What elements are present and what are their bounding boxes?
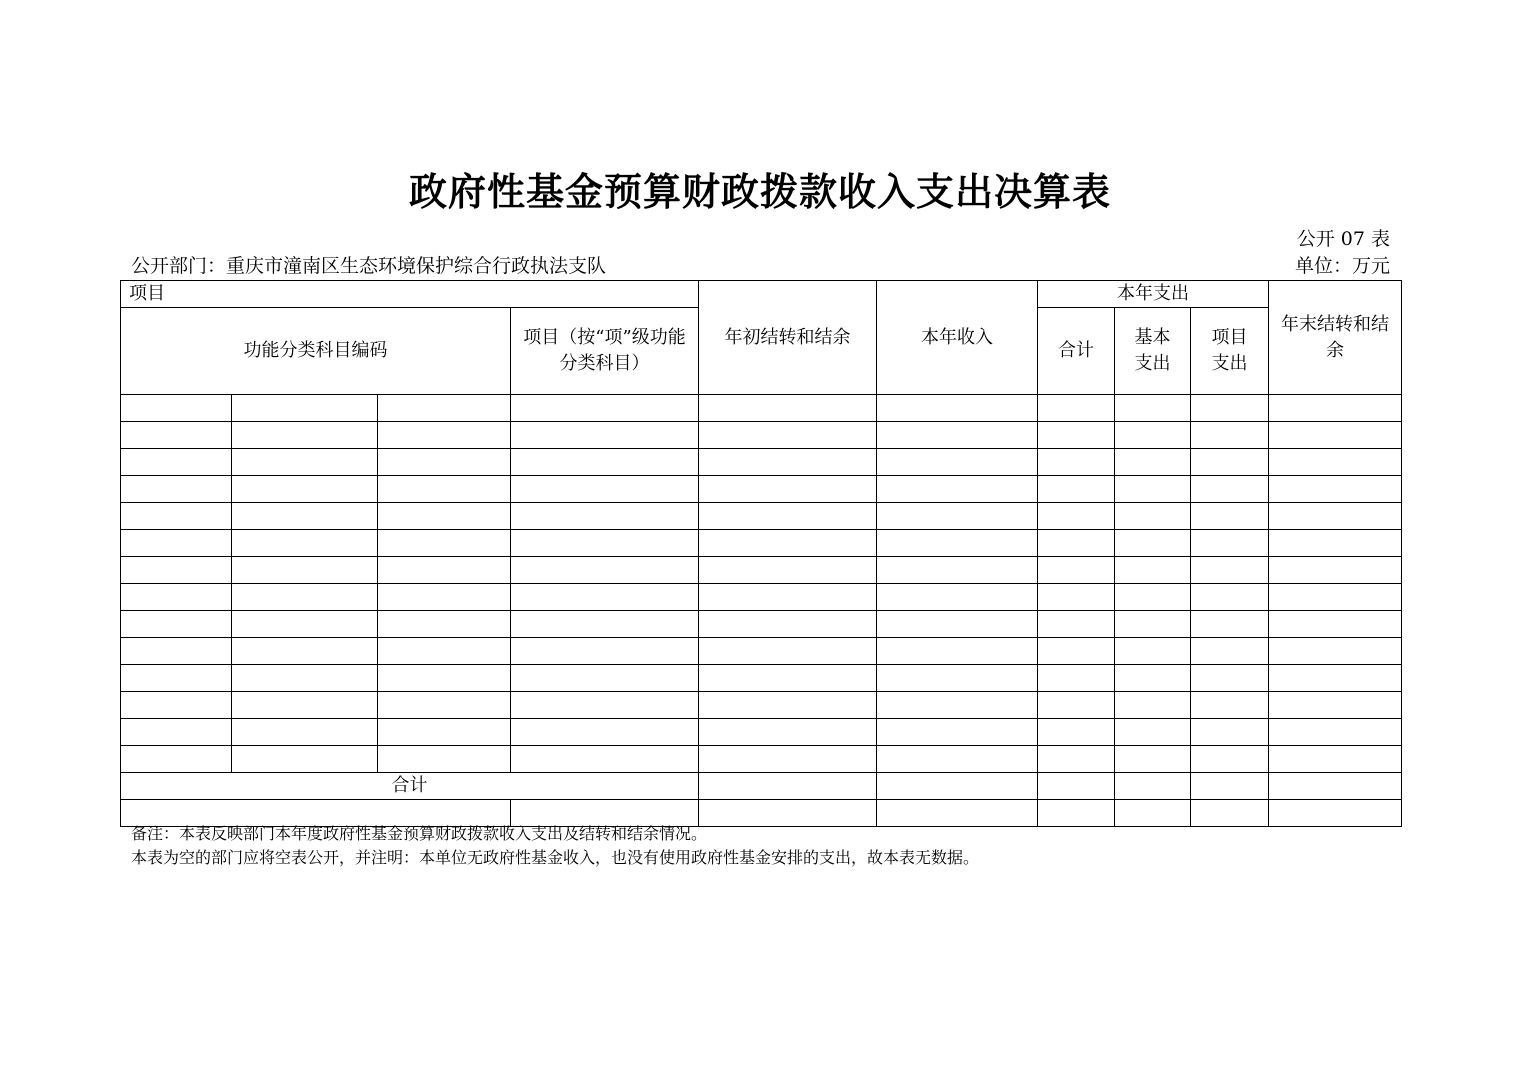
table-cell — [877, 773, 1038, 800]
table-cell — [1191, 422, 1269, 449]
table-cell — [121, 692, 232, 719]
table-cell — [511, 557, 699, 584]
table-cell — [511, 584, 699, 611]
header-annual-income: 本年收入 — [877, 281, 1038, 395]
header-project: 项目 — [121, 281, 699, 308]
table-cell — [877, 692, 1038, 719]
table-row — [121, 449, 1402, 476]
table-cell — [511, 449, 699, 476]
table-cell — [121, 503, 232, 530]
table-cell — [699, 422, 877, 449]
table-cell — [1269, 557, 1402, 584]
table-cell — [1191, 692, 1269, 719]
table-cell — [1269, 503, 1402, 530]
table-cell — [1038, 503, 1115, 530]
table-cell — [1191, 584, 1269, 611]
header-expense-total: 合计 — [1038, 308, 1115, 395]
table-cell — [121, 719, 232, 746]
table-cell — [1191, 800, 1269, 827]
table-cell — [877, 611, 1038, 638]
table-cell — [1269, 422, 1402, 449]
table-cell — [511, 692, 699, 719]
table-cell — [232, 719, 378, 746]
table-cell — [1115, 422, 1191, 449]
table-cell — [1191, 476, 1269, 503]
table-cell — [121, 611, 232, 638]
table-cell — [1115, 449, 1191, 476]
table-cell — [1269, 584, 1402, 611]
table-row — [121, 746, 1402, 773]
table-cell — [1038, 638, 1115, 665]
note-line-2: 本表为空的部门应将空表公开，并注明：本单位无政府性基金收入，也没有使用政府性基金安排的支出，故本表无数据。 — [131, 848, 980, 867]
header-project-item — [511, 308, 699, 395]
department-label: 公开部门：重庆市潼南区生态环境保护综合行政执法支队 — [131, 255, 607, 277]
table-cell — [1115, 611, 1191, 638]
table-cell — [378, 476, 511, 503]
table-cell — [232, 530, 378, 557]
table-cell — [699, 638, 877, 665]
table-row — [121, 638, 1402, 665]
table-cell — [877, 584, 1038, 611]
table-cell — [1038, 719, 1115, 746]
table-cell — [1269, 395, 1402, 422]
table-cell — [1115, 395, 1191, 422]
table-cell — [511, 665, 699, 692]
table-cell — [699, 611, 877, 638]
table-cell — [121, 557, 232, 584]
table-cell — [511, 530, 699, 557]
table-cell — [1038, 665, 1115, 692]
budget-table — [120, 280, 1402, 827]
table-cell — [1191, 773, 1269, 800]
table-cell — [378, 719, 511, 746]
table-cell — [1115, 746, 1191, 773]
header-project-expense — [1191, 308, 1269, 395]
table-cell — [877, 719, 1038, 746]
table-cell — [232, 611, 378, 638]
table-cell — [121, 746, 232, 773]
table-cell — [1191, 395, 1269, 422]
header-basic-expense — [1115, 308, 1191, 395]
table-cell — [1115, 638, 1191, 665]
table-cell — [378, 557, 511, 584]
table-cell — [699, 530, 877, 557]
table-cell — [511, 746, 699, 773]
table-cell — [232, 422, 378, 449]
note-line-1: 备注：本表反映部门本年度政府性基金预算财政拨款收入支出及结转和结余情况。 — [131, 824, 708, 843]
table-cell — [511, 422, 699, 449]
header-project-expense-text: 项目支出 — [1211, 327, 1248, 374]
table-cell — [232, 449, 378, 476]
table-cell — [378, 692, 511, 719]
table-cell — [121, 449, 232, 476]
header-row-1 — [121, 281, 1402, 308]
table-row — [121, 422, 1402, 449]
table-cell — [1269, 773, 1402, 800]
table-cell — [699, 665, 877, 692]
table-cell — [511, 503, 699, 530]
unit-label: 单位：万元 — [1294, 255, 1390, 277]
table-cell — [1269, 449, 1402, 476]
table-cell — [1115, 800, 1191, 827]
table-cell — [1269, 665, 1402, 692]
total-label: 合计 — [121, 773, 699, 800]
table-cell — [1115, 530, 1191, 557]
table-cell — [1038, 584, 1115, 611]
table-cell — [1038, 395, 1115, 422]
header-beginning-balance: 年初结转和结余 — [699, 281, 877, 395]
table-cell — [1038, 476, 1115, 503]
table-cell — [511, 638, 699, 665]
table-cell — [877, 746, 1038, 773]
table-row — [121, 530, 1402, 557]
table-cell — [232, 746, 378, 773]
table-cell — [699, 719, 877, 746]
table-cell — [1269, 800, 1402, 827]
table-cell — [1038, 530, 1115, 557]
table-cell — [877, 476, 1038, 503]
table-cell — [1269, 692, 1402, 719]
table-cell — [1115, 584, 1191, 611]
table-cell — [1191, 719, 1269, 746]
table-cell — [877, 449, 1038, 476]
table-cell — [1038, 773, 1115, 800]
table-cell — [232, 395, 378, 422]
table-cell — [1269, 638, 1402, 665]
table-cell — [1269, 476, 1402, 503]
table-cell — [121, 422, 232, 449]
table-cell — [511, 395, 699, 422]
table-cell — [877, 395, 1038, 422]
table-row — [121, 719, 1402, 746]
total-row — [121, 773, 1402, 800]
table-row — [121, 503, 1402, 530]
header-func-code: 功能分类科目编码 — [121, 308, 511, 395]
table-cell — [232, 692, 378, 719]
table-cell — [877, 665, 1038, 692]
table-cell — [511, 611, 699, 638]
table-cell — [877, 557, 1038, 584]
table-cell — [232, 503, 378, 530]
table-cell — [1115, 719, 1191, 746]
table-cell — [699, 503, 877, 530]
table-cell — [699, 449, 877, 476]
table-cell — [511, 476, 699, 503]
table-cell — [1191, 530, 1269, 557]
table-cell — [1191, 503, 1269, 530]
table-cell — [699, 746, 877, 773]
table-row — [121, 692, 1402, 719]
page-title: 政府性基金预算财政拨款收入支出决算表 — [408, 169, 1111, 214]
table-cell — [232, 638, 378, 665]
table-cell — [378, 503, 511, 530]
table-row — [121, 611, 1402, 638]
table-cell — [378, 611, 511, 638]
table-cell — [232, 665, 378, 692]
table-cell — [1038, 800, 1115, 827]
header-basic-expense-text: 基本支出 — [1134, 327, 1171, 374]
table-cell — [699, 395, 877, 422]
table-cell — [378, 395, 511, 422]
table-cell — [1038, 422, 1115, 449]
table-cell — [378, 638, 511, 665]
table-cell — [699, 557, 877, 584]
table-cell — [121, 584, 232, 611]
table-cell — [1191, 449, 1269, 476]
table-cell — [877, 800, 1038, 827]
header-project-item-text: 项目（按“项”级功能分类科目） — [523, 327, 686, 374]
table-cell — [1269, 719, 1402, 746]
table-cell — [121, 530, 232, 557]
table-cell — [378, 665, 511, 692]
table-cell — [1115, 503, 1191, 530]
table-row — [121, 395, 1402, 422]
table-cell — [511, 719, 699, 746]
table-cell — [1191, 746, 1269, 773]
table-cell — [699, 584, 877, 611]
table-cell — [1038, 746, 1115, 773]
table-cell — [1038, 692, 1115, 719]
table-cell — [699, 800, 877, 827]
table-cell — [1115, 665, 1191, 692]
table-cell — [1269, 611, 1402, 638]
table-cell — [378, 422, 511, 449]
table-number: 公开 07 表 — [1296, 228, 1390, 250]
table-cell — [121, 665, 232, 692]
table-cell — [121, 638, 232, 665]
table-cell — [378, 530, 511, 557]
table-row — [121, 665, 1402, 692]
table-row — [121, 476, 1402, 503]
table-cell — [1038, 611, 1115, 638]
table-cell — [1115, 557, 1191, 584]
table-cell — [378, 746, 511, 773]
table-cell — [232, 557, 378, 584]
table-row — [121, 557, 1402, 584]
table-cell — [1191, 638, 1269, 665]
table-row — [121, 584, 1402, 611]
table-cell — [877, 422, 1038, 449]
table-cell — [877, 638, 1038, 665]
table-cell — [232, 476, 378, 503]
table-cell — [699, 476, 877, 503]
table-cell — [1038, 557, 1115, 584]
table-cell — [1191, 557, 1269, 584]
table-cell — [1191, 665, 1269, 692]
table-cell — [1269, 746, 1402, 773]
table-cell — [1038, 449, 1115, 476]
table-cell — [1115, 476, 1191, 503]
header-annual-expense: 本年支出 — [1038, 281, 1269, 308]
table-cell — [378, 584, 511, 611]
table-cell — [378, 449, 511, 476]
table-cell — [1191, 611, 1269, 638]
header-ending-balance-text: 年末结转和结余 — [1281, 313, 1390, 361]
table-cell — [1115, 692, 1191, 719]
table-cell — [699, 692, 877, 719]
table-cell — [232, 584, 378, 611]
table-cell — [877, 530, 1038, 557]
table-cell — [121, 476, 232, 503]
table-cell — [699, 773, 877, 800]
table-cell — [1115, 773, 1191, 800]
header-ending-balance — [1269, 281, 1402, 395]
table-cell — [877, 503, 1038, 530]
table-cell — [121, 395, 232, 422]
table-cell — [1269, 530, 1402, 557]
